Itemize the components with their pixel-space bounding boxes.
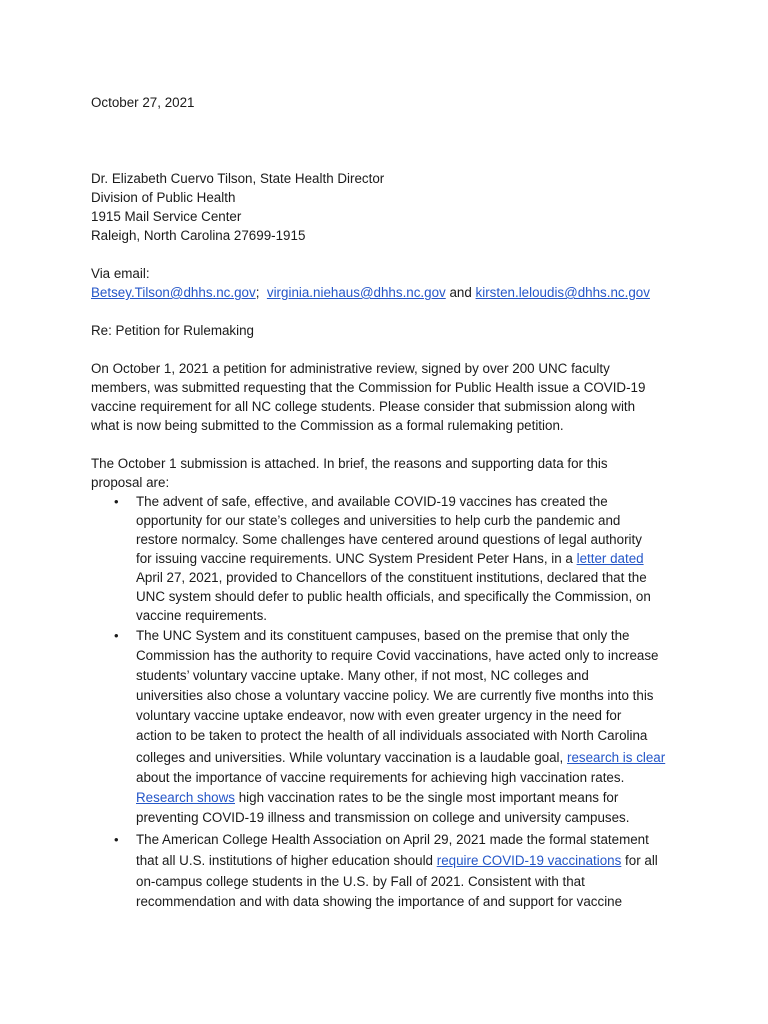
- bullet3-line2-tail: for all: [621, 853, 658, 868]
- via-email-label: Via email:: [91, 266, 150, 281]
- bullet-marker-3: •: [114, 832, 119, 847]
- email-link-leloudis[interactable]: kirsten.leloudis@dhhs.nc.gov: [475, 285, 650, 300]
- bullet2-line2: Commission has the authority to require Covid vaccinations, have acted only to increase: [136, 648, 659, 663]
- recipient-address-line1: 1915 Mail Service Center: [91, 209, 242, 224]
- bullet-marker-1: •: [114, 494, 119, 509]
- bullet1-line5: April 27, 2021, provided to Chancellors of the constituent institutions, declared that the: [136, 570, 647, 585]
- bullet3-line1: The American College Health Association on April 29, 2021 made the formal statement: [136, 832, 649, 847]
- bullet2-line8: about the importance of vaccine requirements for achieving high vaccination rates.: [136, 770, 625, 785]
- email-link-tilson[interactable]: Betsey.Tilson@dhhs.nc.gov: [91, 285, 256, 300]
- para1-line3: vaccine requirement for all NC college students. Please consider that submission along with: [91, 399, 636, 414]
- bullet2-line7-text: colleges and universities. While voluntary vaccination is a laudable goal,: [136, 750, 567, 765]
- bullet1-line4-text: for issuing vaccine requirements. UNC System President Peter Hans, in a: [136, 551, 577, 566]
- recipient-address-line2: Raleigh, North Carolina 27699-1915: [91, 228, 306, 243]
- recipient-division: Division of Public Health: [91, 190, 236, 205]
- bullet1-line2: opportunity for our state’s colleges and universities to help curb the pandemic and: [136, 513, 621, 528]
- bullet2-line3: students’ voluntary vaccine uptake. Many other, if not most, NC colleges and: [136, 668, 589, 683]
- para1-line2: members, was submitted requesting that the Commission for Public Health issue a COVID-19: [91, 380, 646, 395]
- bullet1-line7: vaccine requirements.: [136, 608, 267, 623]
- research-shows-link[interactable]: Research shows: [136, 790, 235, 805]
- bullet3-line4: recommendation and with data showing the importance of and support for vaccine: [136, 894, 623, 909]
- bullet2-line4: universities also chose a voluntary vaccine policy. We are currently five months into this: [136, 688, 654, 703]
- bullet1-line1: The advent of safe, effective, and available COVID-19 vaccines has created the: [136, 494, 608, 509]
- bullet1-line4: [136, 549, 644, 568]
- para1-line1: On October 1, 2021 a petition for administrative review, signed by over 200 UNC faculty: [91, 361, 610, 376]
- bullet2-line9: [136, 788, 618, 807]
- bullet3-line2-text: that all U.S. institutions of higher education should: [136, 853, 437, 868]
- bullet-marker-2: •: [114, 628, 119, 643]
- para2-line1: The October 1 submission is attached. In brief, the reasons and supporting data for this: [91, 456, 608, 471]
- bullet3-line3: on-campus college students in the U.S. by Fall of 2021. Consistent with that: [136, 874, 585, 889]
- letter-date: October 27, 2021: [91, 95, 195, 110]
- via-email-list: [91, 283, 650, 302]
- email-separator: ;: [255, 285, 260, 300]
- bullet2-line10: preventing COVID-19 illness and transmission on college and university campuses.: [136, 810, 630, 825]
- bullet1-line3: restore normalcy. Some challenges have centered around questions of legal authority: [136, 532, 642, 547]
- bullet3-line2: [136, 851, 658, 870]
- email-link-niehaus[interactable]: virginia.niehaus@dhhs.nc.gov: [266, 285, 446, 300]
- require-covid-vaccinations-link[interactable]: require COVID-19 vaccinations: [436, 853, 622, 868]
- bullet2-line1: The UNC System and its constituent campuses, based on the premise that only the: [136, 628, 630, 643]
- bullet2-line9-text: high vaccination rates to be the single most important means for: [235, 790, 619, 805]
- bullet2-line5: voluntary vaccine uptake endeavor, now with even greater urgency in the need for: [136, 708, 622, 723]
- subject-line: Re: Petition for Rulemaking: [91, 323, 254, 338]
- bullet1-line6: UNC system should defer to public health officials, and specifically the Commission, on: [136, 589, 651, 604]
- recipient-name: Dr. Elizabeth Cuervo Tilson, State Health Director: [91, 171, 385, 186]
- para1-line4: what is now being submitted to the Commission as a formal rulemaking petition.: [91, 418, 564, 433]
- bullet2-line6: action to be taken to protect the health of all individuals associated with North Carolina: [136, 728, 648, 743]
- email-and-text: and: [445, 285, 476, 300]
- para2-line2: proposal are:: [91, 475, 170, 490]
- letter-dated-link[interactable]: letter dated: [576, 551, 644, 566]
- research-is-clear-link[interactable]: research is clear: [566, 750, 666, 765]
- bullet2-line7: [136, 748, 665, 767]
